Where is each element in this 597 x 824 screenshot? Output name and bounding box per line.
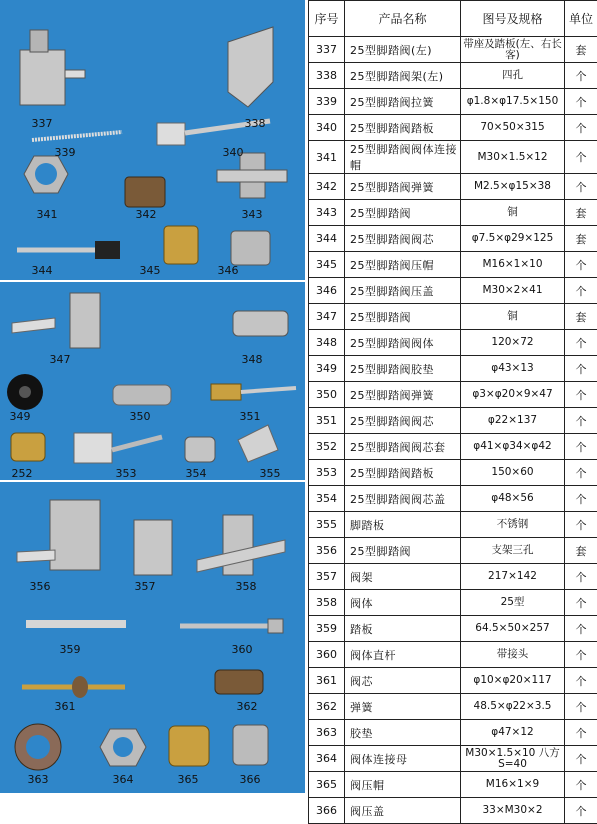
part-label: 363 <box>18 773 58 786</box>
part-label: 341 <box>27 208 67 221</box>
table-row <box>309 746 597 772</box>
part-337-image <box>15 25 90 120</box>
part-350-image <box>110 380 175 410</box>
spec-cell: φ43×13 <box>461 356 565 382</box>
part-label: 340 <box>213 146 253 159</box>
table-row <box>309 252 597 278</box>
row-index-cell: 347 <box>309 304 345 330</box>
unit-cell: 个 <box>565 174 597 200</box>
part-label: 252 <box>2 467 42 480</box>
row-index-cell: 357 <box>309 564 345 590</box>
product-name-cell: 25型脚踏阀阀体连接帽 <box>345 141 461 174</box>
unit-cell: 个 <box>565 694 597 720</box>
product-name-cell: 25型脚踏阀阀芯 <box>345 408 461 434</box>
table-row <box>309 486 597 512</box>
product-name-cell: 25型脚踏阀 <box>345 304 461 330</box>
part-label: 338 <box>235 117 275 130</box>
spec-cell: M30×1.5×10 八方S=40 <box>461 746 565 772</box>
row-index-cell: 344 <box>309 226 345 252</box>
product-name-cell: 25型脚踏阀(左) <box>345 37 461 63</box>
part-360-image <box>178 615 288 637</box>
unit-cell: 套 <box>565 226 597 252</box>
unit-cell: 个 <box>565 642 597 668</box>
product-name-cell: 25型脚踏阀阀芯盖 <box>345 486 461 512</box>
part-362-image <box>212 665 267 700</box>
part-344-image <box>15 238 125 263</box>
unit-cell: 个 <box>565 772 597 798</box>
table-row <box>309 200 597 226</box>
spec-cell: φ22×137 <box>461 408 565 434</box>
part-label: 360 <box>222 643 262 656</box>
spec-cell: 四孔 <box>461 63 565 89</box>
table-row <box>309 141 597 174</box>
row-index-cell: 366 <box>309 798 345 824</box>
part-label: 366 <box>230 773 270 786</box>
spec-cell: φ10×φ20×117 <box>461 668 565 694</box>
table-row <box>309 668 597 694</box>
part-353-image <box>70 425 165 470</box>
part-363-image <box>12 722 64 772</box>
product-name-cell: 阀体直杆 <box>345 642 461 668</box>
part-354-image <box>180 432 220 467</box>
unit-cell: 个 <box>565 564 597 590</box>
row-index-cell: 360 <box>309 642 345 668</box>
table-row <box>309 642 597 668</box>
part-365-image <box>165 722 213 770</box>
part-356-image <box>15 490 115 580</box>
spec-cell: φ47×12 <box>461 720 565 746</box>
unit-cell: 个 <box>565 720 597 746</box>
part-label: 359 <box>50 643 90 656</box>
spec-cell: M16×1×10 <box>461 252 565 278</box>
unit-cell: 个 <box>565 382 597 408</box>
product-name-cell: 25型脚踏阀压盖 <box>345 278 461 304</box>
part-347-image <box>10 288 110 353</box>
spec-cell: 带接头 <box>461 642 565 668</box>
table-row <box>309 460 597 486</box>
table-row <box>309 115 597 141</box>
part-label: 339 <box>45 146 85 159</box>
part-355-image <box>233 420 293 465</box>
table-row <box>309 356 597 382</box>
table-row <box>309 720 597 746</box>
product-table-area <box>308 0 597 793</box>
table-row <box>309 772 597 798</box>
part-348-image <box>228 303 293 343</box>
part-364-image <box>98 725 148 770</box>
unit-cell: 个 <box>565 408 597 434</box>
part-345-image <box>160 222 202 267</box>
spec-cell: 70×50×315 <box>461 115 565 141</box>
row-index-cell: 342 <box>309 174 345 200</box>
product-name-cell: 25型脚踏阀阀芯 <box>345 226 461 252</box>
part-338-image <box>218 22 288 117</box>
table-row <box>309 590 597 616</box>
product-name-cell: 阀压盖 <box>345 798 461 824</box>
header-index: 序号 <box>309 1 345 37</box>
unit-cell: 个 <box>565 460 597 486</box>
part-342-image <box>120 172 170 212</box>
unit-cell: 个 <box>565 252 597 278</box>
table-row <box>309 564 597 590</box>
spec-cell: 25型 <box>461 590 565 616</box>
part-label: 358 <box>226 580 266 593</box>
row-index-cell: 356 <box>309 538 345 564</box>
unit-cell: 个 <box>565 512 597 538</box>
unit-cell: 个 <box>565 330 597 356</box>
table-row <box>309 330 597 356</box>
row-index-cell: 352 <box>309 434 345 460</box>
header-product-name: 产品名称 <box>345 1 461 37</box>
unit-cell: 个 <box>565 278 597 304</box>
unit-cell: 个 <box>565 141 597 174</box>
unit-cell: 个 <box>565 590 597 616</box>
spec-cell: 铜 <box>461 200 565 226</box>
row-index-cell: 353 <box>309 460 345 486</box>
part-label: 356 <box>20 580 60 593</box>
row-index-cell: 337 <box>309 37 345 63</box>
row-index-cell: 362 <box>309 694 345 720</box>
header-unit: 单位 <box>565 1 597 37</box>
unit-cell: 套 <box>565 538 597 564</box>
part-label: 350 <box>120 410 160 423</box>
part-366-image <box>228 720 273 770</box>
part-346-image <box>228 228 273 268</box>
unit-cell: 套 <box>565 304 597 330</box>
spec-cell: 不锈钢 <box>461 512 565 538</box>
spec-cell: 33×M30×2 <box>461 798 565 824</box>
product-name-cell: 25型脚踏阀压帽 <box>345 252 461 278</box>
spec-cell: 64.5×50×257 <box>461 616 565 642</box>
row-index-cell: 341 <box>309 141 345 174</box>
product-name-cell: 25型脚踏阀 <box>345 200 461 226</box>
unit-cell: 套 <box>565 200 597 226</box>
spec-cell: 支架三孔 <box>461 538 565 564</box>
spec-cell: φ48×56 <box>461 486 565 512</box>
unit-cell: 个 <box>565 616 597 642</box>
part-358-image <box>195 510 290 580</box>
unit-cell: 个 <box>565 798 597 824</box>
table-row <box>309 226 597 252</box>
product-name-cell: 25型脚踏阀 <box>345 538 461 564</box>
row-index-cell: 363 <box>309 720 345 746</box>
row-index-cell: 350 <box>309 382 345 408</box>
product-name-cell: 胶垫 <box>345 720 461 746</box>
product-name-cell: 踏板 <box>345 616 461 642</box>
row-index-cell: 349 <box>309 356 345 382</box>
product-spec-table <box>308 0 597 824</box>
part-label: 353 <box>106 467 146 480</box>
row-index-cell: 339 <box>309 89 345 115</box>
table-row <box>309 512 597 538</box>
part-label: 362 <box>227 700 267 713</box>
product-name-cell: 阀体连接母 <box>345 746 461 772</box>
part-label: 342 <box>126 208 166 221</box>
unit-cell: 个 <box>565 486 597 512</box>
part-label: 349 <box>0 410 40 423</box>
unit-cell: 个 <box>565 89 597 115</box>
part-label: 365 <box>168 773 208 786</box>
spec-cell: M30×1.5×12 <box>461 141 565 174</box>
row-index-cell: 338 <box>309 63 345 89</box>
table-row <box>309 434 597 460</box>
unit-cell: 个 <box>565 434 597 460</box>
row-index-cell: 358 <box>309 590 345 616</box>
product-name-cell: 25型脚踏阀踏板 <box>345 115 461 141</box>
product-name-cell: 阀架 <box>345 564 461 590</box>
part-label: 337 <box>22 117 62 130</box>
header-spec: 图号及规格 <box>461 1 565 37</box>
product-name-cell: 25型脚踏阀弹簧 <box>345 174 461 200</box>
spec-cell: M16×1×9 <box>461 772 565 798</box>
product-name-cell: 25型脚踏阀胶垫 <box>345 356 461 382</box>
spec-cell: φ3×φ20×9×47 <box>461 382 565 408</box>
table-body <box>309 37 597 824</box>
product-name-cell: 阀芯 <box>345 668 461 694</box>
part-361-image <box>20 675 130 700</box>
row-index-cell: 355 <box>309 512 345 538</box>
product-name-cell: 阀体 <box>345 590 461 616</box>
row-index-cell: 361 <box>309 668 345 694</box>
row-index-cell: 365 <box>309 772 345 798</box>
part-label: 348 <box>232 353 272 366</box>
unit-cell: 个 <box>565 356 597 382</box>
spec-cell: 150×60 <box>461 460 565 486</box>
product-name-cell: 25型脚踏阀弹簧 <box>345 382 461 408</box>
table-row <box>309 304 597 330</box>
row-index-cell: 354 <box>309 486 345 512</box>
unit-cell: 个 <box>565 63 597 89</box>
table-row <box>309 37 597 63</box>
part-label: 364 <box>103 773 143 786</box>
spec-cell: φ7.5×φ29×125 <box>461 226 565 252</box>
table-row <box>309 798 597 824</box>
spec-cell: 48.5×φ22×3.5 <box>461 694 565 720</box>
unit-cell: 个 <box>565 746 597 772</box>
table-header-row <box>309 1 597 37</box>
unit-cell: 套 <box>565 37 597 63</box>
row-index-cell: 346 <box>309 278 345 304</box>
table-row <box>309 694 597 720</box>
part-label: 355 <box>250 467 290 480</box>
spec-cell: M2.5×φ15×38 <box>461 174 565 200</box>
part-252-image <box>8 430 48 465</box>
table-row <box>309 63 597 89</box>
table-row <box>309 616 597 642</box>
spec-cell: φ1.8×φ17.5×150 <box>461 89 565 115</box>
row-index-cell: 340 <box>309 115 345 141</box>
table-row <box>309 174 597 200</box>
table-row <box>309 278 597 304</box>
product-name-cell: 25型脚踏阀阀芯套 <box>345 434 461 460</box>
part-label: 347 <box>40 353 80 366</box>
part-339-image <box>30 128 125 148</box>
spec-cell: 120×72 <box>461 330 565 356</box>
table-row <box>309 382 597 408</box>
spec-cell: 铜 <box>461 304 565 330</box>
spec-cell: M30×2×41 <box>461 278 565 304</box>
row-index-cell: 348 <box>309 330 345 356</box>
part-label: 345 <box>130 264 170 277</box>
product-name-cell: 脚踏板 <box>345 512 461 538</box>
part-label: 357 <box>125 580 165 593</box>
part-label: 354 <box>176 467 216 480</box>
spec-cell: 217×142 <box>461 564 565 590</box>
product-name-cell: 阀压帽 <box>345 772 461 798</box>
part-349-image <box>5 372 45 412</box>
table-row <box>309 89 597 115</box>
row-index-cell: 345 <box>309 252 345 278</box>
row-index-cell: 364 <box>309 746 345 772</box>
table-row <box>309 538 597 564</box>
part-label: 344 <box>22 264 62 277</box>
part-label: 343 <box>232 208 272 221</box>
product-name-cell: 25型脚踏阀拉簧 <box>345 89 461 115</box>
table-row <box>309 408 597 434</box>
part-label: 351 <box>230 410 270 423</box>
unit-cell: 个 <box>565 668 597 694</box>
row-index-cell: 359 <box>309 616 345 642</box>
spec-cell: φ41×φ34×φ42 <box>461 434 565 460</box>
product-name-cell: 25型脚踏阀阀体 <box>345 330 461 356</box>
row-index-cell: 343 <box>309 200 345 226</box>
spec-cell: 带座及踏板(左、右长客) <box>461 37 565 63</box>
product-name-cell: 25型脚踏阀架(左) <box>345 63 461 89</box>
unit-cell: 个 <box>565 115 597 141</box>
product-photo-area <box>0 0 305 793</box>
part-351-image <box>208 378 298 406</box>
part-label: 361 <box>45 700 85 713</box>
product-name-cell: 弹簧 <box>345 694 461 720</box>
part-label: 346 <box>208 264 248 277</box>
product-name-cell: 25型脚踏阀踏板 <box>345 460 461 486</box>
part-359-image <box>22 612 132 637</box>
row-index-cell: 351 <box>309 408 345 434</box>
part-357-image <box>128 515 178 580</box>
